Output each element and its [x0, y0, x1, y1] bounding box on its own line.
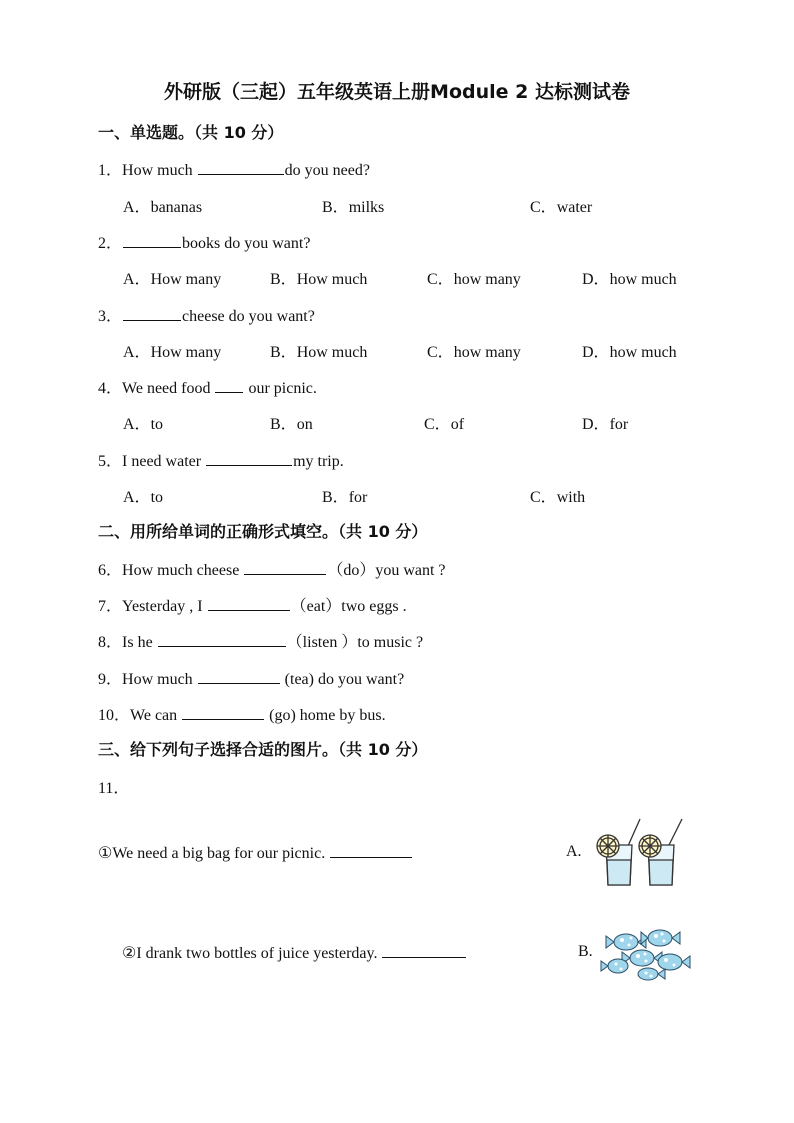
- q2-option-d[interactable]: D．how much: [582, 271, 677, 288]
- lemon-drinks-icon: [594, 815, 690, 889]
- question-6: 6．How much cheese （do）you want ?: [98, 562, 446, 579]
- question-7: 7．Yesterday , I （eat）two eggs .: [98, 598, 407, 615]
- q3-option-d[interactable]: D．how much: [582, 344, 677, 361]
- answer-blank[interactable]: [182, 705, 264, 720]
- q4-option-b[interactable]: B．on: [270, 416, 313, 433]
- q5-option-a[interactable]: A．to: [123, 489, 164, 506]
- q2-option-a[interactable]: A．How many: [123, 271, 222, 288]
- q2-option-c[interactable]: C．how many: [427, 271, 521, 288]
- match-sentence-1: ①We need a big bag for our picnic.: [98, 843, 413, 863]
- answer-blank[interactable]: [123, 306, 181, 321]
- q5-option-b[interactable]: B．for: [322, 489, 368, 506]
- section-2-heading: 二、用所给单词的正确形式填空。（共 10 分）: [98, 522, 428, 541]
- question-3: 3． cheese do you want?: [98, 308, 315, 325]
- q3-option-a[interactable]: A．How many: [123, 344, 222, 361]
- page-title: 外研版（三起）五年级英语上册Module 2 达标测试卷: [164, 81, 630, 103]
- question-8: 8．Is he （listen ）to music ?: [98, 634, 424, 651]
- q1-option-b[interactable]: B．milks: [322, 199, 385, 216]
- q1-option-c[interactable]: C．water: [530, 199, 593, 216]
- answer-blank[interactable]: [330, 843, 412, 858]
- q4-option-d[interactable]: D．for: [582, 416, 629, 433]
- answer-blank[interactable]: [123, 233, 181, 248]
- question-1: 1．How much do you need?: [98, 162, 370, 179]
- q3-option-b[interactable]: B．How much: [270, 344, 368, 361]
- answer-blank[interactable]: [215, 378, 243, 393]
- q4-option-c[interactable]: C．of: [424, 416, 465, 433]
- question-4: 4．We need food our picnic.: [98, 380, 317, 397]
- candies-icon: [598, 920, 694, 982]
- answer-blank[interactable]: [208, 596, 290, 611]
- question-number: 1．: [98, 162, 123, 179]
- q3-option-c[interactable]: C．how many: [427, 344, 521, 361]
- answer-blank[interactable]: [198, 160, 284, 175]
- answer-blank[interactable]: [244, 560, 326, 575]
- question-2: 2． books do you want?: [98, 235, 311, 252]
- answer-blank[interactable]: [382, 943, 466, 958]
- question-9: 9．How much (tea) do you want?: [98, 671, 405, 688]
- q4-option-a[interactable]: A．to: [123, 416, 164, 433]
- question-5: 5．I need water my trip.: [98, 453, 344, 470]
- question-10: 10．We can (go) home by bus.: [98, 707, 386, 724]
- section-1-heading: 一、单选题。（共 10 分）: [98, 123, 284, 142]
- match-sentence-2: ②I drank two bottles of juice yesterday.: [122, 943, 467, 963]
- question-11: 11．: [98, 780, 130, 797]
- q1-option-a[interactable]: A．bananas: [123, 199, 203, 216]
- q5-option-c[interactable]: C．with: [530, 489, 586, 506]
- answer-blank[interactable]: [158, 632, 286, 647]
- picture-label-a: A.: [566, 843, 582, 860]
- picture-label-b: B.: [578, 943, 593, 960]
- section-3-heading: 三、给下列句子选择合适的图片。（共 10 分）: [98, 740, 428, 759]
- answer-blank[interactable]: [198, 669, 280, 684]
- answer-blank[interactable]: [206, 451, 292, 466]
- q2-option-b[interactable]: B．How much: [270, 271, 368, 288]
